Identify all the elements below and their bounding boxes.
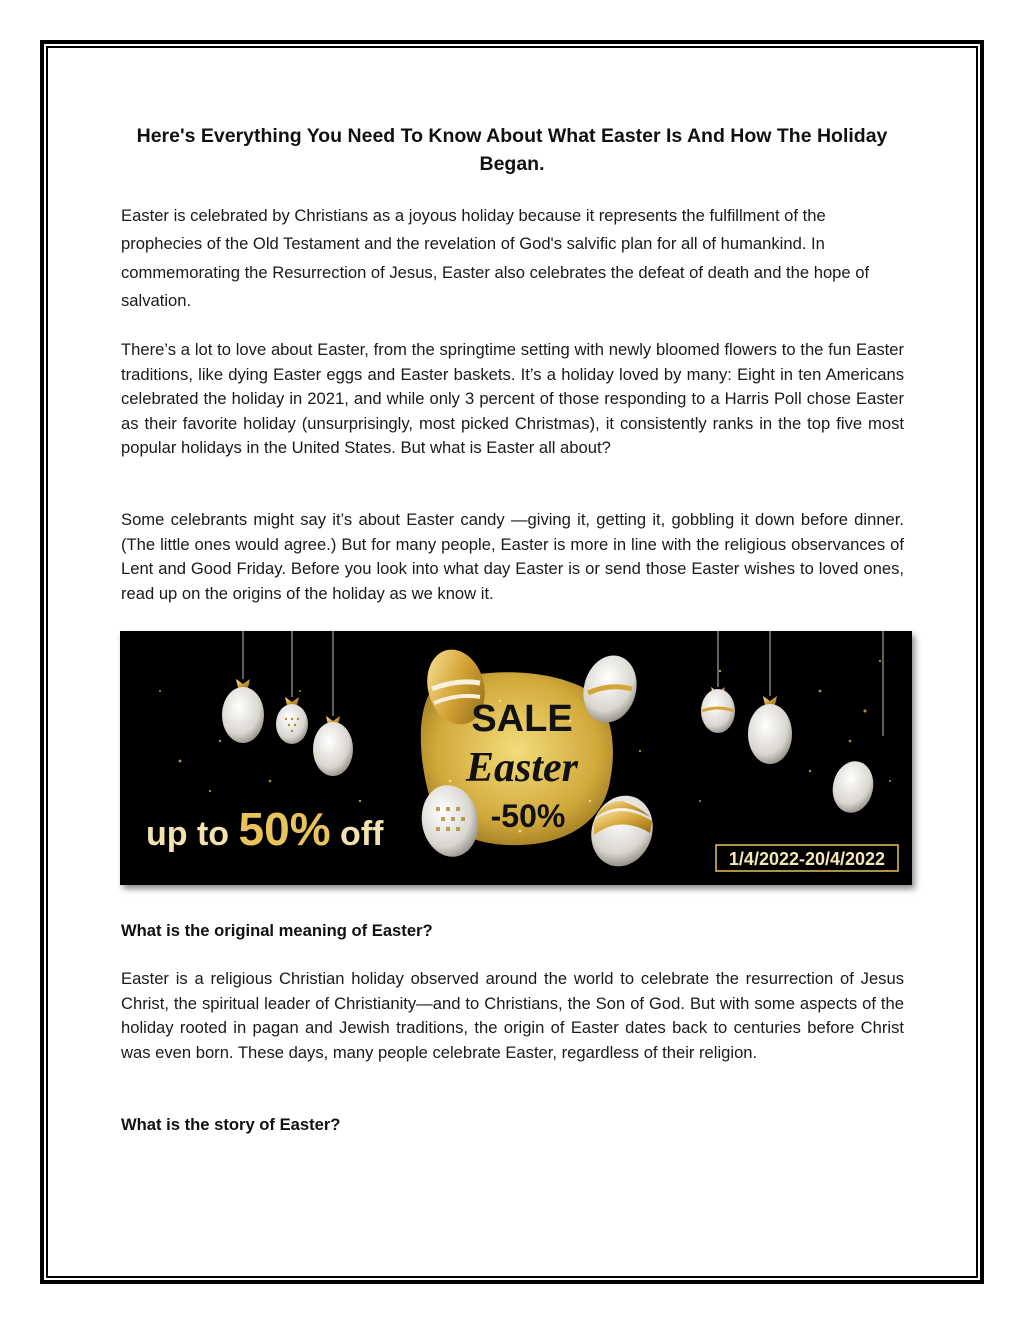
paragraph-religious-holiday: Easter is a religious Christian holiday observed around the world to celebrate the resurrection of Jesus Christ, the spiritual leader of Christianity—and to Christians, the Son of God. But with some aspects of the holiday rooted in pagan and Jewish traditions, the origin of Easter dates back to centuries before Christ was even born. These days, many people celebrate Easter, regardless of their religion. bbox=[121, 969, 904, 1062]
promo-percent: 50% bbox=[238, 803, 331, 855]
badge-percent-text: -50% bbox=[490, 798, 566, 834]
sale-dates: 1/4/2022-20/4/2022 bbox=[728, 849, 886, 869]
badge-easter-text: Easter bbox=[465, 745, 579, 791]
promo-text bbox=[146, 803, 384, 855]
paragraph-love-easter: There’s a lot to love about Easter, from the springtime setting with newly bloomed flowers to the fun Easter traditions, like dying Easter eggs and Easter baskets. It’s a holiday loved by many: Eight in ten Americans celebrated the holiday in 2021, and while only 3 percent of those responding to a Harris Poll chose Easter as their favorite holiday (unsurprisingly, most picked Christmas), it consistently ranks in the top five most popular holidays in the United States. But what is Easter all about? bbox=[121, 340, 904, 457]
hanging-egg bbox=[748, 696, 792, 764]
promo-suffix: off bbox=[330, 815, 384, 853]
badge-sale-text: SALE bbox=[471, 698, 573, 740]
easter-sale-banner bbox=[120, 631, 912, 885]
article-title: Here's Everything You Need To Know About What Easter Is And How The Holiday Began. bbox=[136, 125, 888, 175]
promo-prefix: up to bbox=[146, 815, 239, 853]
hanging-egg bbox=[313, 716, 353, 776]
intro-paragraph: Easter is celebrated by Christians as a joyous holiday because it represents the fulfillment of the prophecies of the Old Testament and the revelation of God's salvific plan for all of humankind. In commemorating the Resurrection of Jesus, Easter also celebrates the defeat of death and the hope of salvation. bbox=[121, 206, 870, 310]
paragraph-celebrants: Some celebrants might say it’s about Easter candy —giving it, getting it, gobbling it down before dinner. (The little ones would agree.) But for many people, Easter is more in line with the religious observances of Lent and Good Friday. Before you look into what day Easter is or send those Easter wishes to loved ones, read up on the origins of the holiday as we know it. bbox=[121, 510, 904, 603]
heading-story-of-easter: What is the story of Easter? bbox=[121, 1115, 341, 1134]
hanging-egg bbox=[276, 697, 308, 744]
hanging-egg bbox=[222, 679, 264, 743]
hanging-egg bbox=[701, 687, 735, 733]
hanging-egg bbox=[828, 757, 878, 816]
heading-original-meaning: What is the original meaning of Easter? bbox=[121, 921, 433, 940]
